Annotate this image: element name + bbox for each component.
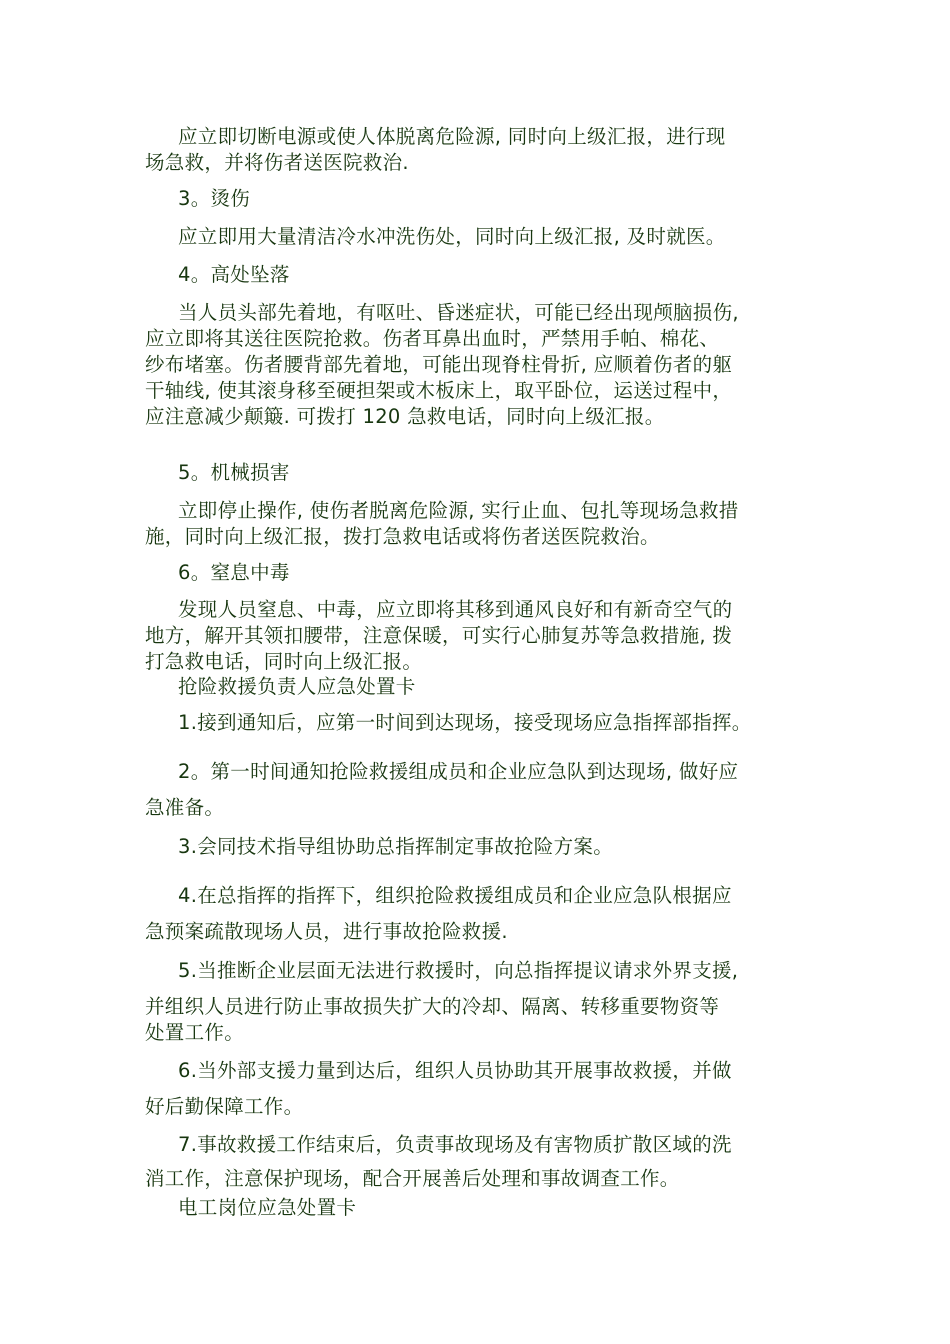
text-line: 5。机械损害 <box>178 461 290 484</box>
text-line: 消工作，注意保护现场，配合开展善后处理和事故调查工作。 <box>145 1167 680 1190</box>
text-line: 4.在总指挥的指挥下，组织抢险救援组成员和企业应急队根据应 <box>178 884 732 907</box>
step-5 <box>145 958 815 1046</box>
text-line: 1.接到通知后，应第一时间到达现场，接受现场应急指挥部指挥。 <box>178 711 752 734</box>
text-line: 地方，解开其领扣腰带，注意保暖，可实行心肺复苏等急救措施, 拨 <box>145 624 733 647</box>
text-line: 6。窒息中毒 <box>178 561 290 584</box>
text-line: 处置工作。 <box>145 1021 245 1044</box>
paragraph-fall-treatment <box>145 300 815 430</box>
text-line: 当人员头部先着地，有呕吐、昏迷症状，可能已经出现颅脑损伤, <box>178 301 739 324</box>
step-1 <box>145 710 815 736</box>
step-6 <box>145 1058 815 1120</box>
paragraph-electric-shock-treatment <box>145 124 815 176</box>
text-line: 电工岗位应急处置卡 <box>178 1196 357 1219</box>
text-line: 应立即将其送往医院抢救。伤者耳鼻出血时，严禁用手帕、棉花、 <box>145 327 720 350</box>
text-line: 立即停止操作, 使伤者脱离危险源, 实行止血、包扎等现场急救措 <box>178 499 739 522</box>
title-electrician-card <box>145 1195 815 1221</box>
step-7 <box>145 1132 815 1192</box>
text-line: 急准备。 <box>145 796 225 819</box>
text-line: 应立即切断电源或使人体脱离危险源, 同时向上级汇报，进行现 <box>178 125 726 148</box>
text-line: 5.当推断企业层面无法进行救援时，向总指挥提议请求外界支援, <box>178 959 739 982</box>
text-line: 干轴线, 使其滚身移至硬担架或木板床上，取平卧位，运送过程中， <box>145 379 733 402</box>
text-line: 6.当外部支援力量到达后，组织人员协助其开展事故救援，并做 <box>178 1059 732 1082</box>
text-line: 并组织人员进行防止事故损失扩大的冷却、隔离、转移重要物资等 <box>145 995 720 1018</box>
text-line: 2。第一时间通知抢险救援组成员和企业应急队到达现场, 做好应 <box>178 760 739 783</box>
text-line: 施，同时向上级汇报，拨打急救电话或将伤者送医院救治。 <box>145 525 660 548</box>
step-4 <box>145 883 815 945</box>
text-line: 应注意减少颠簸. 可拨打 120 急救电话，同时向上级汇报。 <box>145 405 665 428</box>
heading-scald <box>145 186 815 212</box>
text-line: 3.会同技术指导组协助总指挥制定事故抢险方案。 <box>178 835 614 858</box>
text-line: 好后勤保障工作。 <box>145 1095 304 1118</box>
step-2 <box>145 759 815 821</box>
text-line: 应立即用大量清洁冷水冲洗伤处，同时向上级汇报, 及时就医。 <box>178 225 726 248</box>
text-line: 3。烫伤 <box>178 187 251 210</box>
text-line: 场急救，并将伤者送医院救治. <box>145 151 409 174</box>
heading-mechanical-injury <box>145 460 815 486</box>
text-line: 发现人员窒息、中毒，应立即将其移到通风良好和有新奇空气的 <box>178 598 733 621</box>
text-line: 4。高处坠落 <box>178 263 290 286</box>
heading-asphyxia-poisoning <box>145 560 815 586</box>
text-line: 打急救电话，同时向上级汇报。 <box>145 650 423 673</box>
text-line: 7.事故救援工作结束后，负责事故现场及有害物质扩散区域的洗 <box>178 1133 732 1156</box>
text-line: 纱布堵塞。伤者腰背部先着地，可能出现脊柱骨折, 应顺着伤者的躯 <box>145 353 733 376</box>
paragraph-asphyxia-treatment <box>145 597 815 675</box>
paragraph-scald-treatment <box>145 224 815 250</box>
title-rescue-leader-card <box>145 674 815 700</box>
step-3 <box>145 834 815 860</box>
paragraph-mechanical-treatment <box>145 498 815 550</box>
heading-fall-from-height <box>145 262 815 288</box>
text-line: 抢险救援负责人应急处置卡 <box>178 675 416 698</box>
text-line: 急预案疏散现场人员，进行事故抢险救援. <box>145 920 508 943</box>
